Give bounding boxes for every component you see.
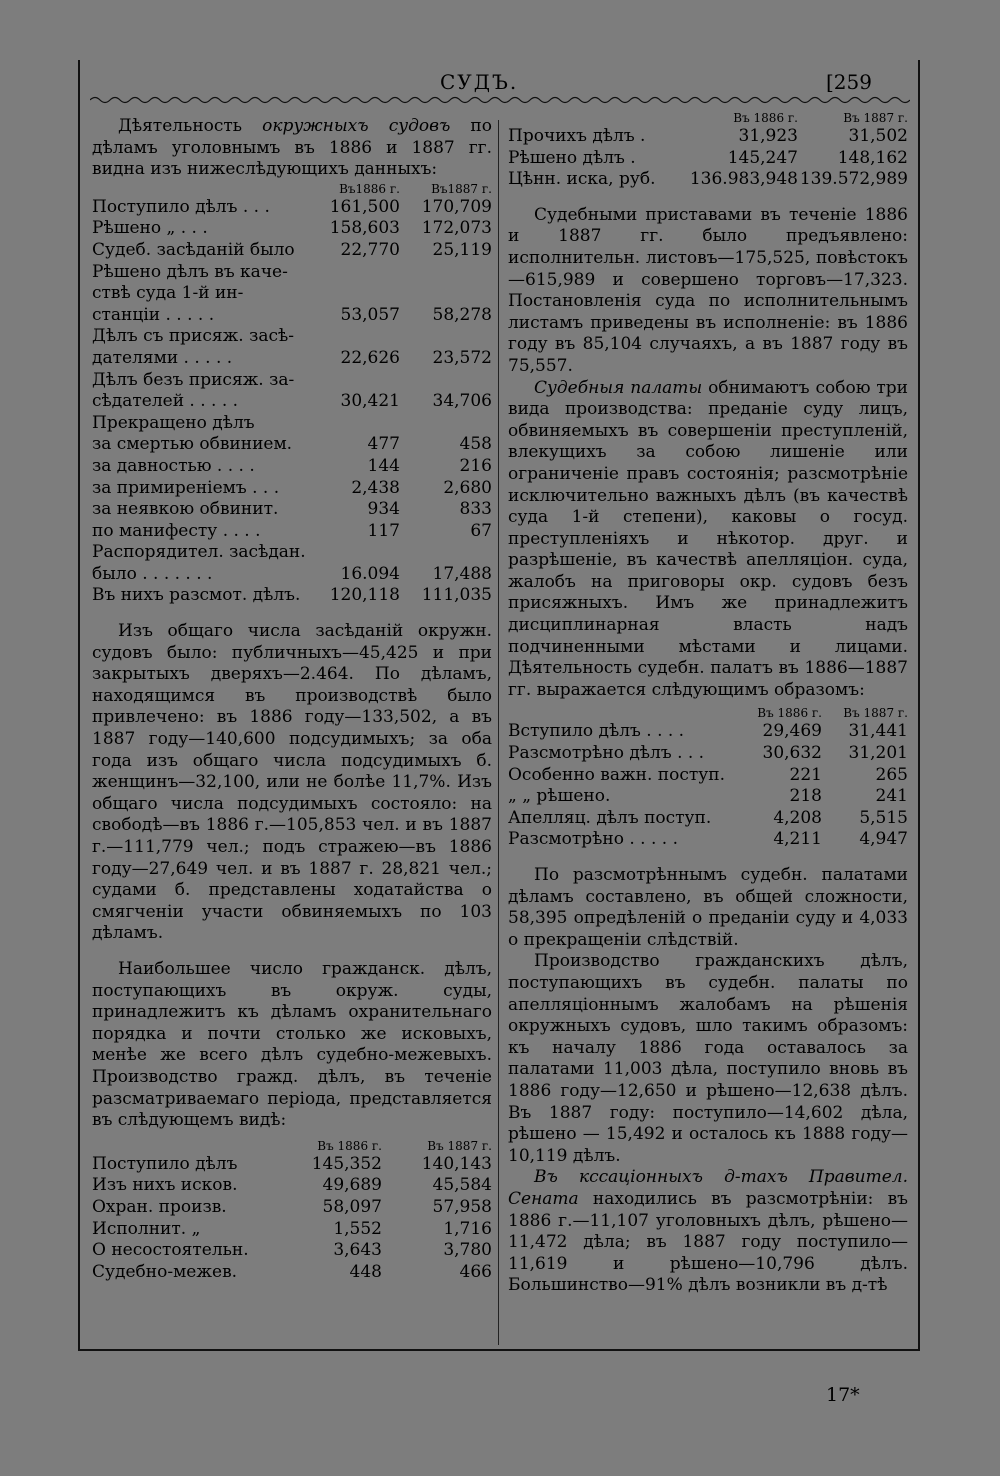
row-value: 45,584 (432, 1175, 492, 1196)
table-row (92, 326, 492, 348)
row-value: 25,119 (432, 239, 492, 260)
table-row (92, 1262, 492, 1284)
table-row (508, 765, 908, 787)
row-label: было . . . . . . . (92, 563, 213, 584)
row-label: Поступило дѣлъ (92, 1153, 238, 1174)
table-row (508, 148, 908, 170)
col-1886: Въ 1886 г. (317, 1138, 382, 1153)
page-number: [259 (826, 70, 872, 94)
table-row (508, 808, 908, 830)
wavy-rule (90, 94, 910, 106)
table-row (92, 478, 492, 500)
row-value: 158,603 (329, 218, 400, 239)
row-value: 477 (367, 434, 400, 455)
row-label: Поступило дѣлъ . . . (92, 196, 270, 217)
row-label: Исполнит. „ (92, 1218, 201, 1239)
row-label: Цѣнн. иска, руб. (508, 169, 656, 190)
row-value: 934 (367, 499, 400, 520)
continued-table (508, 110, 908, 191)
paragraph-chambers: Судебныя палаты обнимаютъ собою три вида производства: преданіе суду лицъ, обвиняемыхъ въ совершеніи преступленій, влекущихъ за собою лишеніе или ограниченіе правъ состоянія; разсмотрѣніе исключительно важныхъ дѣлъ (въ качествѣ суда 1-й степени), каковы о госуд. преступленіяхъ и нѣкотор. друг. и разрѣшеніе, въ качествѣ апелляціон. суда, жалобъ на приговоры окр. судовъ безъ присяжныхъ. Имъ же принадлежитъ дисциплинарная власть надъ подчиненными мѣстами и лицами. Дѣятельность судебн. палатъ въ 1886—1887 гг. выражается слѣдующимъ образомъ: (508, 377, 908, 700)
row-label: Судебно-межев. (92, 1261, 238, 1282)
row-value: 120,118 (329, 585, 400, 606)
row-value (310, 262, 400, 284)
table-row (92, 1197, 492, 1219)
row-value (310, 283, 400, 305)
row-value: 4,211 (773, 829, 822, 850)
paragraph-civil: Наибольшее число гражданск. дѣлъ, поступающихъ въ окруж. суды, принадлежитъ къ дѣламъ охранительнаго порядка и почти столько же исковыхъ, менѣе же всего дѣлъ судебно-межевыхъ. Производство гражд. дѣлъ, въ теченіе разсматриваемаго періода, представляется въ слѣдующемъ видѣ: (92, 958, 492, 1131)
row-value: 49,689 (322, 1175, 382, 1196)
table-row (92, 413, 492, 435)
row-label: по манифесту . . . . (92, 520, 261, 541)
row-value: 53,057 (340, 304, 400, 325)
row-value (400, 413, 492, 435)
row-label: Вступило дѣлъ . . . . (508, 721, 685, 742)
row-label: Изъ нихъ исков. (92, 1175, 238, 1196)
row-value: 466 (459, 1261, 492, 1282)
row-value: 218 (789, 786, 822, 807)
row-value: 145,352 (311, 1153, 382, 1174)
row-value (310, 413, 400, 435)
row-label: Распорядител. засѣдан. (92, 542, 306, 563)
row-label: Дѣлъ безъ присяж. за- (92, 369, 295, 390)
row-label: Въ нихъ разсмот. дѣлъ. (92, 585, 301, 606)
row-value: 458 (459, 434, 492, 455)
col-1886: Въ 1886 г. (757, 706, 822, 721)
row-value: 144 (367, 455, 400, 476)
row-label: Судеб. засѣданій было (92, 239, 295, 260)
row-value: 3,780 (443, 1240, 492, 1261)
row-value: 17,488 (432, 563, 492, 584)
left-column (92, 116, 492, 1283)
col-1886: Въ1886 г. (339, 181, 400, 196)
row-value: 170,709 (421, 196, 492, 217)
row-label: за неявкою обвинит. (92, 499, 279, 520)
column-divider (498, 120, 499, 1345)
row-value (400, 262, 492, 284)
table-row (92, 499, 492, 521)
row-label: за смертью обвинием. (92, 434, 293, 455)
table-row (92, 240, 492, 262)
row-value: 1,716 (443, 1218, 492, 1239)
running-title: СУДЪ. (440, 70, 519, 94)
frame-rule-bottom (78, 1349, 920, 1351)
row-value: 31,502 (848, 126, 908, 146)
row-label: Охран. произв. (92, 1196, 227, 1217)
row-value: 23,572 (432, 347, 492, 368)
row-label: Прочихъ дѣлъ . (508, 126, 646, 146)
paragraph-determinations: По разсмотрѣннымъ судебн. палатами дѣламъ составлено, въ общей сложности, 58,395 опредѣленій о преданіи суду и 4,033 о прекращеніи слѣдствій. (508, 865, 908, 950)
civil-cases-table (92, 1138, 492, 1284)
table-row (92, 542, 492, 564)
row-value: 161,500 (329, 196, 400, 217)
row-value: 216 (459, 455, 492, 476)
table-row (508, 829, 908, 851)
row-value: 3,643 (333, 1240, 382, 1261)
row-value: 5,515 (859, 807, 908, 828)
table-row (92, 1219, 492, 1241)
table-row (92, 262, 492, 284)
row-value (310, 326, 400, 348)
row-value: 4,947 (859, 829, 908, 850)
row-value: 31,441 (848, 721, 908, 742)
table-row (92, 197, 492, 219)
row-value: 111,035 (421, 585, 492, 606)
row-value: 221 (789, 764, 822, 785)
col-1887: Въ 1887 г. (843, 111, 908, 125)
chambers-table (508, 705, 908, 851)
row-value: 58,097 (322, 1196, 382, 1217)
right-column (508, 110, 908, 1297)
row-value: 57,958 (432, 1196, 492, 1217)
table-row (92, 391, 492, 413)
row-value: 30,421 (340, 391, 400, 412)
row-label: за примиреніемъ . . . (92, 477, 280, 498)
row-label: Особенно важн. поступ. (508, 764, 725, 785)
frame-rule-left (78, 60, 80, 1350)
row-value: 31,201 (848, 743, 908, 764)
table-row (508, 169, 908, 191)
table-row (92, 370, 492, 392)
signature-mark: 17* (826, 1384, 860, 1406)
row-value: 833 (459, 499, 492, 520)
row-label: О несостоятельн. (92, 1240, 249, 1261)
row-label: Разсмотрѣно дѣлъ . . . (508, 743, 705, 764)
row-value (400, 542, 492, 564)
row-value: 58,278 (432, 304, 492, 325)
table-row (92, 521, 492, 543)
criminal-cases-table (92, 181, 492, 607)
col-1887: Въ 1887 г. (427, 1138, 492, 1153)
row-value: 172,073 (421, 218, 492, 239)
row-value (310, 542, 400, 564)
row-value (310, 370, 400, 392)
table-row (92, 456, 492, 478)
row-label: сѣдателей . . . . . (92, 391, 239, 412)
row-value: 4,208 (773, 807, 822, 828)
row-label: станціи . . . . . (92, 304, 215, 325)
table-row (508, 126, 908, 148)
row-label: „ „ рѣшено. (508, 786, 611, 807)
paragraph-senate: Въ кссаціонныхъ д-тахъ Правител. Сената находились въ разсмотрѣніи: въ 1886 г.—11,107 уголовныхъ дѣлъ, рѣшено—11,472 дѣла; въ 1887 году поступило—11,619 и рѣшено—10,796 дѣлъ. Большинство—91% дѣлъ возникли въ д-тѣ (508, 1167, 908, 1296)
table-row (508, 743, 908, 765)
row-value: 241 (875, 786, 908, 807)
row-value (400, 370, 492, 392)
table-row (508, 786, 908, 808)
row-value: 136.983,948 (689, 169, 798, 190)
row-value: 145,247 (727, 147, 798, 168)
row-value: 29,469 (762, 721, 822, 742)
row-value: 22,626 (340, 347, 400, 368)
table-row (92, 283, 492, 305)
table-row (92, 218, 492, 240)
table-row (92, 1154, 492, 1176)
col-1887: Въ 1887 г. (843, 706, 908, 721)
table-row (92, 564, 492, 586)
row-value: 22,770 (340, 239, 400, 260)
row-label: Дѣлъ съ присяж. засѣ- (92, 326, 294, 347)
row-value: 2,438 (351, 477, 400, 498)
row-label: Рѣшено дѣлъ въ каче- (92, 261, 288, 282)
table-row (92, 1240, 492, 1262)
paragraph-appeals: Производство гражданскихъ дѣлъ, поступающихъ въ судебн. палаты по апелляціоннымъ жалобамъ на рѣшенія окружныхъ судовъ, шло такимъ образомъ: къ началу 1886 года оставалось за палатами 11,003 дѣла, поступило вновь въ 1886 году—12,650 и рѣшено—12,638 дѣлъ. Въ 1887 году: поступило—14,602 дѣла, рѣшено — 15,492 и осталось къ 1888 году—10,119 дѣлъ. (508, 951, 908, 1166)
table-row (92, 434, 492, 456)
row-value: 67 (470, 520, 492, 541)
row-value: 265 (875, 764, 908, 785)
row-value (400, 326, 492, 348)
table-row (508, 721, 908, 743)
paragraph-sessions: Изъ общаго числа засѣданій окружн. судовъ было: публичныхъ—45,425 и при закрытыхъ дверяхъ—2.464. По дѣламъ, находящимся въ производствѣ было привлечено: въ 1886 году—133,502, а въ 1887 году—140,600 подсудимыхъ; за оба года изъ общаго числа подсудимыхъ б. женщинъ—32,100, или не болѣе 11,7%. Изъ общаго числа подсудимыхъ состояло: на свободѣ—въ 1886 г.—105,853 чел. и въ 1887 г.—111,779 чел.; подъ стражею—въ 1886 году—27,649 чел. и въ 1887 г. 28,821 чел.; судами б. представлены ходатайства о смягченіи участи обвиняемыхъ по 103 дѣламъ. (92, 621, 492, 944)
intro-paragraph: Дѣятельность окружныхъ судовъ по дѣламъ уголовнымъ въ 1886 и 1887 гг. видна изъ нижеслѣдующихъ данныхъ: (92, 116, 492, 180)
row-value: 140,143 (421, 1153, 492, 1174)
paragraph-bailiffs: Судебными приставами въ теченіе 1886 и 1887 гг. было предъявлено: исполнительн. листовъ—175,525, повѣстокъ—615,989 и совершено торговъ—17,323. Постановленія суда по исполнительнымъ листамъ приведены въ исполненіе: въ 1886 году въ 85,104 случаяхъ, а въ 1887 году въ 75,557. (508, 204, 908, 376)
col-1887: Въ1887 г. (431, 181, 492, 196)
row-value: 34,706 (432, 391, 492, 412)
table-row (92, 305, 492, 327)
row-value: 31,923 (738, 126, 798, 146)
table-row (92, 1175, 492, 1197)
row-value: 2,680 (443, 477, 492, 498)
col-1886: Въ 1886 г. (733, 111, 798, 125)
row-value: 148,162 (837, 147, 908, 168)
frame-rule-right (918, 60, 920, 1350)
row-value: 30,632 (762, 743, 822, 764)
table-row (92, 585, 492, 607)
row-value (400, 283, 492, 305)
row-value: 16.094 (340, 563, 400, 584)
row-value: 139.572,989 (799, 169, 908, 190)
row-value: 117 (367, 520, 400, 541)
table-row (92, 348, 492, 370)
row-value: 448 (349, 1261, 382, 1282)
row-label: дателями . . . . . (92, 347, 233, 368)
row-label: Рѣшено „ . . . (92, 218, 208, 239)
row-value: 1,552 (333, 1218, 382, 1239)
row-label: Прекращено дѣлъ (92, 412, 255, 433)
row-label: Разсмотрѣно . . . . . (508, 829, 678, 850)
row-label: Рѣшено дѣлъ . (508, 147, 636, 168)
row-label: за давностью . . . . (92, 455, 255, 476)
row-label: ствѣ суда 1-й ин- (92, 283, 244, 304)
row-label: Апелляц. дѣлъ поступ. (508, 807, 712, 828)
